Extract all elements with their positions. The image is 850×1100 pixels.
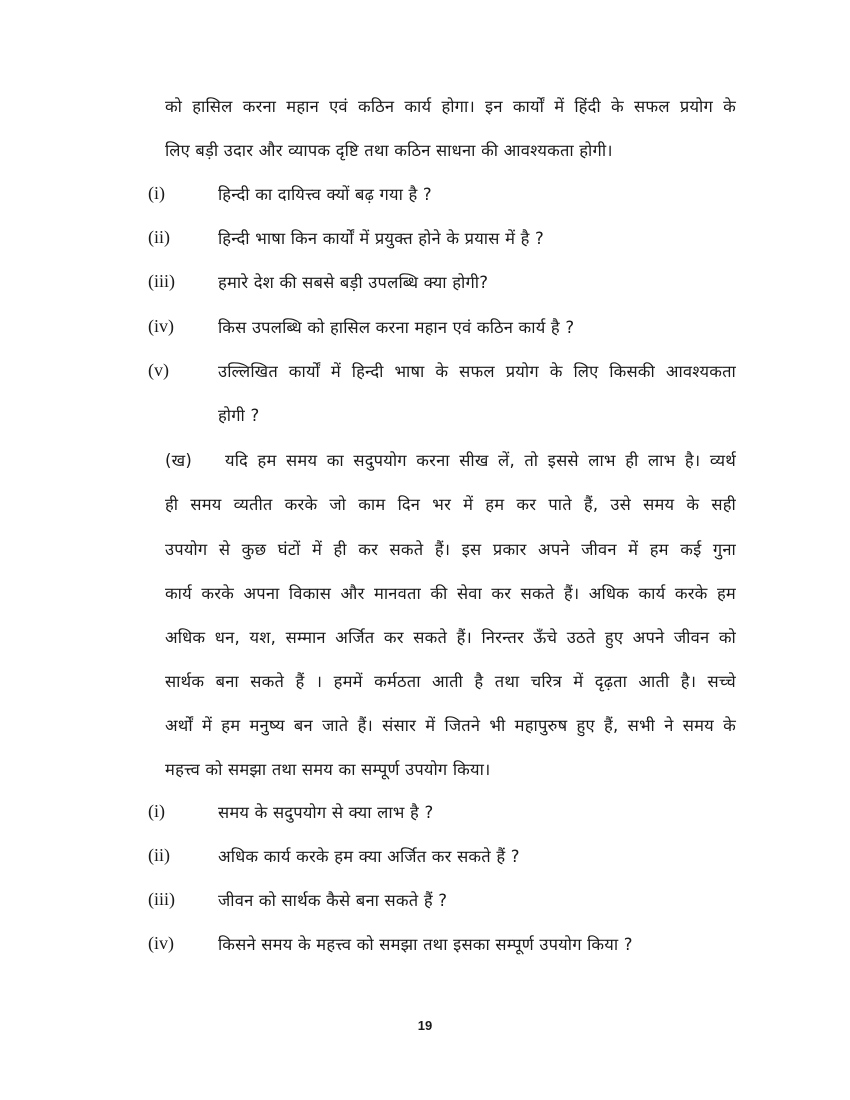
passage-b-line: सार्थक बना सकते हैं । हममें कर्मठता आती है तथा चरित्र में दृढ़ता आती है। सच्चे bbox=[165, 672, 736, 691]
question-text: उल्लिखित कार्यों में हिन्दी भाषा के सफल प्रयोग के लिए किसकी आवश्यकता bbox=[218, 362, 736, 381]
passage-b-line: अर्थों में हम मनुष्य बन जाते हैं। संसार में जितने भी महापुरुष हुए हैं, सभी ने समय के bbox=[165, 716, 736, 735]
question-text: किस उपलब्धि को हासिल करना महान एवं कठिन कार्य है ? bbox=[218, 318, 575, 337]
question-number: (iv) bbox=[148, 933, 174, 953]
question-text: अधिक कार्य करके हम क्या अर्जित कर सकते हैं ? bbox=[218, 847, 520, 866]
question-number: (iii) bbox=[148, 889, 175, 909]
page-number: 19 bbox=[417, 1018, 433, 1033]
question-number: (ii) bbox=[148, 845, 170, 865]
passage-b-line: उपयोग से कुछ घंटों में ही कर सकते हैं। इस प्रकार अपने जीवन में हम कई गुना bbox=[165, 540, 736, 559]
passage-b-line: महत्त्व को समझा तथा समय का सम्पूर्ण उपयोग किया। bbox=[165, 760, 491, 779]
passage-b-line: ही समय व्यतीत करके जो काम दिन भर में हम कर पाते हैं, उसे समय के सही bbox=[165, 495, 736, 514]
question-text: जीवन को सार्थक कैसे बना सकते हैं ? bbox=[218, 891, 448, 910]
question-text: समय के सदुपयोग से क्या लाभ है ? bbox=[218, 803, 434, 822]
passage-b-first-line: यदि हम समय का सदुपयोग करना सीख लें, तो इससे लाभ ही लाभ है। व्यर्थ bbox=[225, 451, 736, 470]
passage-a-line-1: को हासिल करना महान एवं कठिन कार्य होगा। इन कार्यों में हिंदी के सफल प्रयोग के bbox=[165, 97, 736, 116]
passage-label: (ख) bbox=[165, 451, 192, 470]
passage-a-line-2: लिए बड़ी उदार और व्यापक दृष्टि तथा कठिन साधना की आवश्यकता होगी। bbox=[165, 141, 613, 160]
question-number: (i) bbox=[148, 183, 165, 203]
question-number: (v) bbox=[148, 360, 169, 380]
question-text: हिन्दी भाषा किन कार्यों में प्रयुक्त होने के प्रयास में है ? bbox=[218, 229, 544, 248]
passage-b-line-1 bbox=[165, 448, 736, 471]
question-text-continued: होगी ? bbox=[218, 406, 260, 425]
question-text: हिन्दी का दायित्त्व क्यों बढ़ गया है ? bbox=[218, 185, 432, 204]
question-text: हमारे देश की सबसे बड़ी उपलब्धि क्या होगी? bbox=[218, 273, 489, 292]
question-number: (iv) bbox=[148, 316, 174, 336]
question-number: (ii) bbox=[148, 227, 170, 247]
question-number: (iii) bbox=[148, 271, 175, 291]
passage-b-line: कार्य करके अपना विकास और मानवता की सेवा कर सकते हैं। अधिक कार्य करके हम bbox=[165, 584, 736, 603]
question-text: किसने समय के महत्त्व को समझा तथा इसका सम्पूर्ण उपयोग किया ? bbox=[218, 935, 633, 954]
question-number: (i) bbox=[148, 801, 165, 821]
passage-b-line: अधिक धन, यश, सम्मान अर्जित कर सकते हैं। निरन्तर ऊँचे उठते हुए अपने जीवन को bbox=[165, 628, 736, 647]
